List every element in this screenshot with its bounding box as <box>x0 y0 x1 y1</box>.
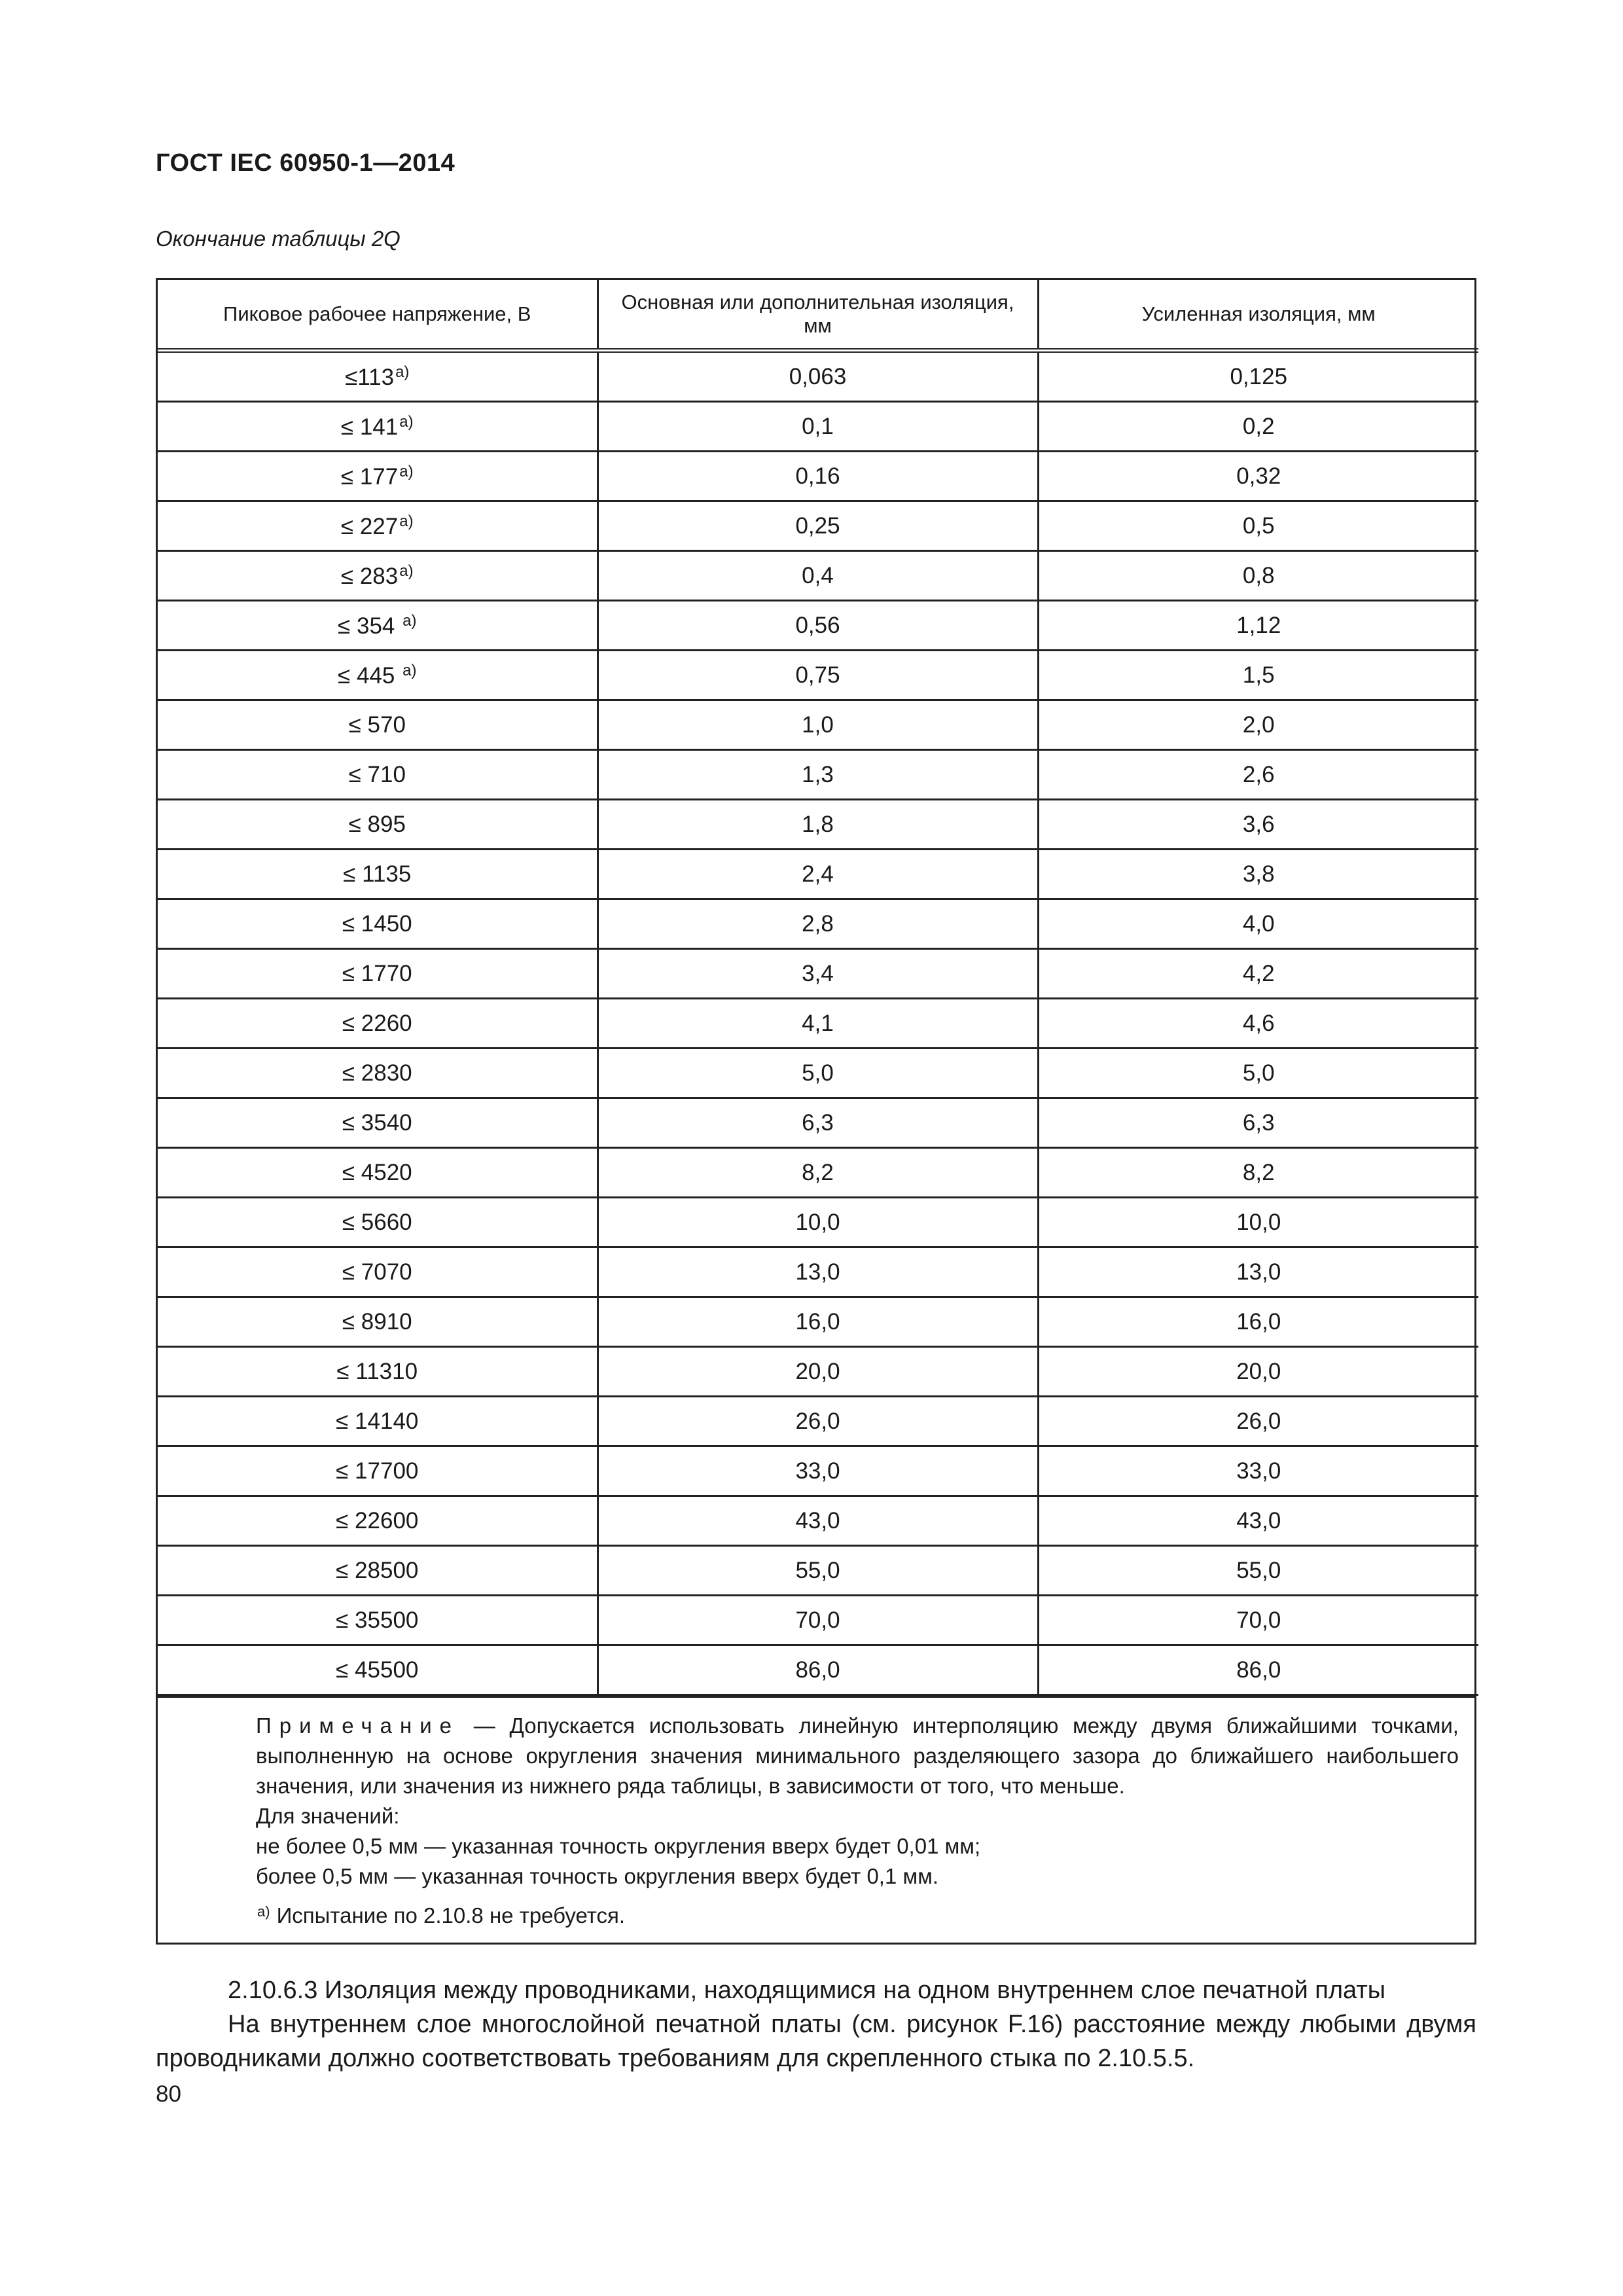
voltage-value: ≤ 22600 <box>336 1507 419 1534</box>
cell-basic-insulation: 16,0 <box>597 1297 1038 1347</box>
table-row <box>158 1496 1478 1546</box>
cell-basic-insulation: 0,4 <box>597 551 1038 601</box>
cell-basic-insulation: 86,0 <box>597 1645 1038 1695</box>
table-row <box>158 1148 1478 1198</box>
cell-basic-insulation: 0,1 <box>597 402 1038 452</box>
footnote-ref: a) <box>402 661 417 679</box>
cell-reinforced-insulation: 2,0 <box>1038 700 1478 750</box>
cell-basic-insulation: 26,0 <box>597 1397 1038 1446</box>
voltage-value: ≤ 3540 <box>342 1109 412 1136</box>
clause-heading: 2.10.6.3 Изоляция между проводниками, находящимися на одном внутреннем слое печатной платы <box>228 1977 1386 2004</box>
cell-basic-insulation: 1,0 <box>597 700 1038 750</box>
table-row <box>158 1247 1478 1297</box>
cell-basic-insulation: 6,3 <box>597 1098 1038 1148</box>
table-row <box>158 700 1478 750</box>
footnote-ref: a) <box>399 562 414 580</box>
table-row <box>158 800 1478 850</box>
voltage-value: ≤ 28500 <box>336 1557 419 1583</box>
cell-reinforced-insulation: 33,0 <box>1038 1446 1478 1496</box>
clearance-table <box>158 280 1478 1696</box>
table-note <box>158 1696 1474 1943</box>
footnote-ref: a) <box>402 611 417 630</box>
note-label: Примечание <box>256 1713 460 1738</box>
footnote-text: Испытание по 2.10.8 не требуется. <box>276 1903 625 1928</box>
footnote-ref: a) <box>395 363 410 381</box>
note-line-2: более 0,5 мм — указанная точность округления вверх будет 0,1 мм. <box>256 1864 939 1888</box>
table-row <box>158 551 1478 601</box>
table-row <box>158 949 1478 999</box>
cell-voltage <box>158 1347 597 1397</box>
cell-voltage <box>158 949 597 999</box>
voltage-value: ≤ 8910 <box>342 1308 412 1335</box>
page-number: 80 <box>156 2081 181 2107</box>
cell-voltage <box>158 1148 597 1198</box>
cell-voltage <box>158 800 597 850</box>
cell-basic-insulation: 3,4 <box>597 949 1038 999</box>
table-row <box>158 1446 1478 1496</box>
table-caption: Окончание таблицы 2Q <box>156 226 401 251</box>
table-2q <box>156 278 1476 1945</box>
table-footnote <box>173 1897 1459 1931</box>
voltage-value: ≤ 895 <box>348 811 406 837</box>
voltage-value: ≤ 11310 <box>336 1358 418 1384</box>
cell-reinforced-insulation: 0,2 <box>1038 402 1478 452</box>
cell-basic-insulation: 0,25 <box>597 501 1038 551</box>
cell-voltage <box>158 551 597 601</box>
table-row <box>158 651 1478 700</box>
voltage-value: ≤ 283 <box>340 563 399 589</box>
cell-basic-insulation: 1,8 <box>597 800 1038 850</box>
cell-basic-insulation: 20,0 <box>597 1347 1038 1397</box>
table-row <box>158 999 1478 1049</box>
table-row <box>158 899 1478 949</box>
note-text: Допускается использовать линейную интерполяцию между двумя ближайшими точками, выполненную на основе округления значения минимального разделяющего зазора до ближайшего наибольшего значения, или значения из нижнего ряда таблицы, в зависимости от того, что меньше. <box>256 1713 1459 1798</box>
cell-reinforced-insulation: 0,32 <box>1038 452 1478 501</box>
cell-voltage <box>158 501 597 551</box>
voltage-value: ≤ 7070 <box>342 1259 412 1285</box>
cell-basic-insulation: 2,4 <box>597 850 1038 899</box>
cell-basic-insulation: 0,063 <box>597 351 1038 402</box>
cell-basic-insulation: 0,56 <box>597 601 1038 651</box>
cell-voltage <box>158 1098 597 1148</box>
cell-reinforced-insulation: 13,0 <box>1038 1247 1478 1297</box>
voltage-value: ≤113 <box>345 364 395 390</box>
column-header-basic-insulation: Основная или дополнительная изоляция, мм <box>597 280 1038 351</box>
voltage-value: ≤ 710 <box>348 761 406 787</box>
cell-reinforced-insulation: 6,3 <box>1038 1098 1478 1148</box>
cell-voltage <box>158 750 597 800</box>
cell-reinforced-insulation: 1,5 <box>1038 651 1478 700</box>
voltage-value: ≤ 4520 <box>342 1159 412 1185</box>
cell-reinforced-insulation: 10,0 <box>1038 1198 1478 1247</box>
voltage-value: ≤ 17700 <box>336 1458 419 1484</box>
voltage-value: ≤ 570 <box>348 711 406 738</box>
voltage-value: ≤ 14140 <box>336 1408 419 1434</box>
voltage-value: ≤ 1770 <box>342 960 412 986</box>
cell-voltage <box>158 1596 597 1645</box>
voltage-value: ≤ 2260 <box>342 1010 412 1036</box>
voltage-value: ≤ 1450 <box>342 910 412 937</box>
cell-voltage <box>158 601 597 651</box>
cell-reinforced-insulation: 70,0 <box>1038 1596 1478 1645</box>
cell-voltage <box>158 1645 597 1695</box>
cell-voltage <box>158 452 597 501</box>
cell-voltage <box>158 351 597 402</box>
table-row <box>158 1397 1478 1446</box>
voltage-value: ≤ 227 <box>340 513 399 539</box>
cell-basic-insulation: 43,0 <box>597 1496 1038 1546</box>
voltage-value: ≤ 35500 <box>336 1607 419 1633</box>
table-row <box>158 601 1478 651</box>
cell-voltage <box>158 1198 597 1247</box>
table-row <box>158 1198 1478 1247</box>
cell-voltage <box>158 1546 597 1596</box>
cell-reinforced-insulation: 0,8 <box>1038 551 1478 601</box>
cell-basic-insulation: 0,16 <box>597 452 1038 501</box>
cell-reinforced-insulation: 4,2 <box>1038 949 1478 999</box>
cell-voltage <box>158 1049 597 1098</box>
footnote-mark: a) <box>257 1903 270 1920</box>
cell-voltage <box>158 1297 597 1347</box>
clause-body: На внутреннем слое многослойной печатной платы (см. рисунок F.16) расстояние между любыми двумя проводниками должно соответствовать требованиям для скрепленного стыка по 2.10.5.5. <box>156 2011 1476 2072</box>
voltage-value: ≤ 141 <box>340 414 399 440</box>
cell-reinforced-insulation: 3,8 <box>1038 850 1478 899</box>
cell-voltage <box>158 850 597 899</box>
cell-basic-insulation: 1,3 <box>597 750 1038 800</box>
document-id: ГОСТ IEC 60950-1—2014 <box>156 149 455 177</box>
cell-basic-insulation: 70,0 <box>597 1596 1038 1645</box>
note-line-1: не более 0,5 мм — указанная точность округления вверх будет 0,01 мм; <box>256 1834 981 1858</box>
table-row <box>158 850 1478 899</box>
column-header-voltage: Пиковое рабочее напряжение, В <box>158 280 597 351</box>
cell-reinforced-insulation: 4,0 <box>1038 899 1478 949</box>
cell-reinforced-insulation: 0,125 <box>1038 351 1478 402</box>
voltage-value: ≤ 45500 <box>336 1657 419 1683</box>
cell-voltage <box>158 1247 597 1297</box>
cell-voltage <box>158 1446 597 1496</box>
table-body <box>158 351 1478 1695</box>
footnote-ref: a) <box>399 512 414 530</box>
table-row <box>158 750 1478 800</box>
voltage-value: ≤ 445 <box>338 662 402 689</box>
cell-basic-insulation: 13,0 <box>597 1247 1038 1297</box>
voltage-value: ≤ 2830 <box>342 1060 412 1086</box>
table-row <box>158 402 1478 452</box>
cell-basic-insulation: 0,75 <box>597 651 1038 700</box>
cell-reinforced-insulation: 4,6 <box>1038 999 1478 1049</box>
cell-voltage <box>158 999 597 1049</box>
note-for-values: Для значений: <box>256 1804 400 1828</box>
footnote-ref: a) <box>399 462 414 480</box>
cell-reinforced-insulation: 3,6 <box>1038 800 1478 850</box>
cell-basic-insulation: 2,8 <box>597 899 1038 949</box>
cell-basic-insulation: 8,2 <box>597 1148 1038 1198</box>
voltage-value: ≤ 354 <box>338 613 402 639</box>
cell-voltage <box>158 402 597 452</box>
column-header-reinforced-insulation: Усиленная изоляция, мм <box>1038 280 1478 351</box>
table-header-row <box>158 280 1478 351</box>
cell-reinforced-insulation: 20,0 <box>1038 1347 1478 1397</box>
cell-basic-insulation: 33,0 <box>597 1446 1038 1496</box>
cell-basic-insulation: 4,1 <box>597 999 1038 1049</box>
cell-voltage <box>158 700 597 750</box>
voltage-value: ≤ 177 <box>340 463 399 490</box>
cell-reinforced-insulation: 0,5 <box>1038 501 1478 551</box>
cell-reinforced-insulation: 55,0 <box>1038 1546 1478 1596</box>
cell-reinforced-insulation: 2,6 <box>1038 750 1478 800</box>
cell-basic-insulation: 5,0 <box>597 1049 1038 1098</box>
cell-reinforced-insulation: 5,0 <box>1038 1049 1478 1098</box>
cell-reinforced-insulation: 86,0 <box>1038 1645 1478 1695</box>
cell-basic-insulation: 55,0 <box>597 1546 1038 1596</box>
table-row <box>158 1049 1478 1098</box>
cell-reinforced-insulation: 1,12 <box>1038 601 1478 651</box>
voltage-value: ≤ 5660 <box>342 1209 412 1235</box>
table-row <box>158 1098 1478 1148</box>
cell-voltage <box>158 1496 597 1546</box>
cell-reinforced-insulation: 16,0 <box>1038 1297 1478 1347</box>
cell-reinforced-insulation: 8,2 <box>1038 1148 1478 1198</box>
clause-2-10-6-3 <box>156 1973 1476 2075</box>
voltage-value: ≤ 1135 <box>343 861 412 887</box>
table-row <box>158 1645 1478 1695</box>
cell-voltage <box>158 899 597 949</box>
note-dash: — <box>459 1713 510 1738</box>
table-row <box>158 1347 1478 1397</box>
table-row <box>158 501 1478 551</box>
cell-reinforced-insulation: 26,0 <box>1038 1397 1478 1446</box>
table-row <box>158 1546 1478 1596</box>
table-row <box>158 1596 1478 1645</box>
cell-voltage <box>158 1397 597 1446</box>
cell-voltage <box>158 651 597 700</box>
table-row <box>158 351 1478 402</box>
cell-basic-insulation: 10,0 <box>597 1198 1038 1247</box>
footnote-ref: a) <box>399 412 414 431</box>
table-row <box>158 452 1478 501</box>
note-paragraph <box>173 1711 1459 1801</box>
table-row <box>158 1297 1478 1347</box>
cell-reinforced-insulation: 43,0 <box>1038 1496 1478 1546</box>
